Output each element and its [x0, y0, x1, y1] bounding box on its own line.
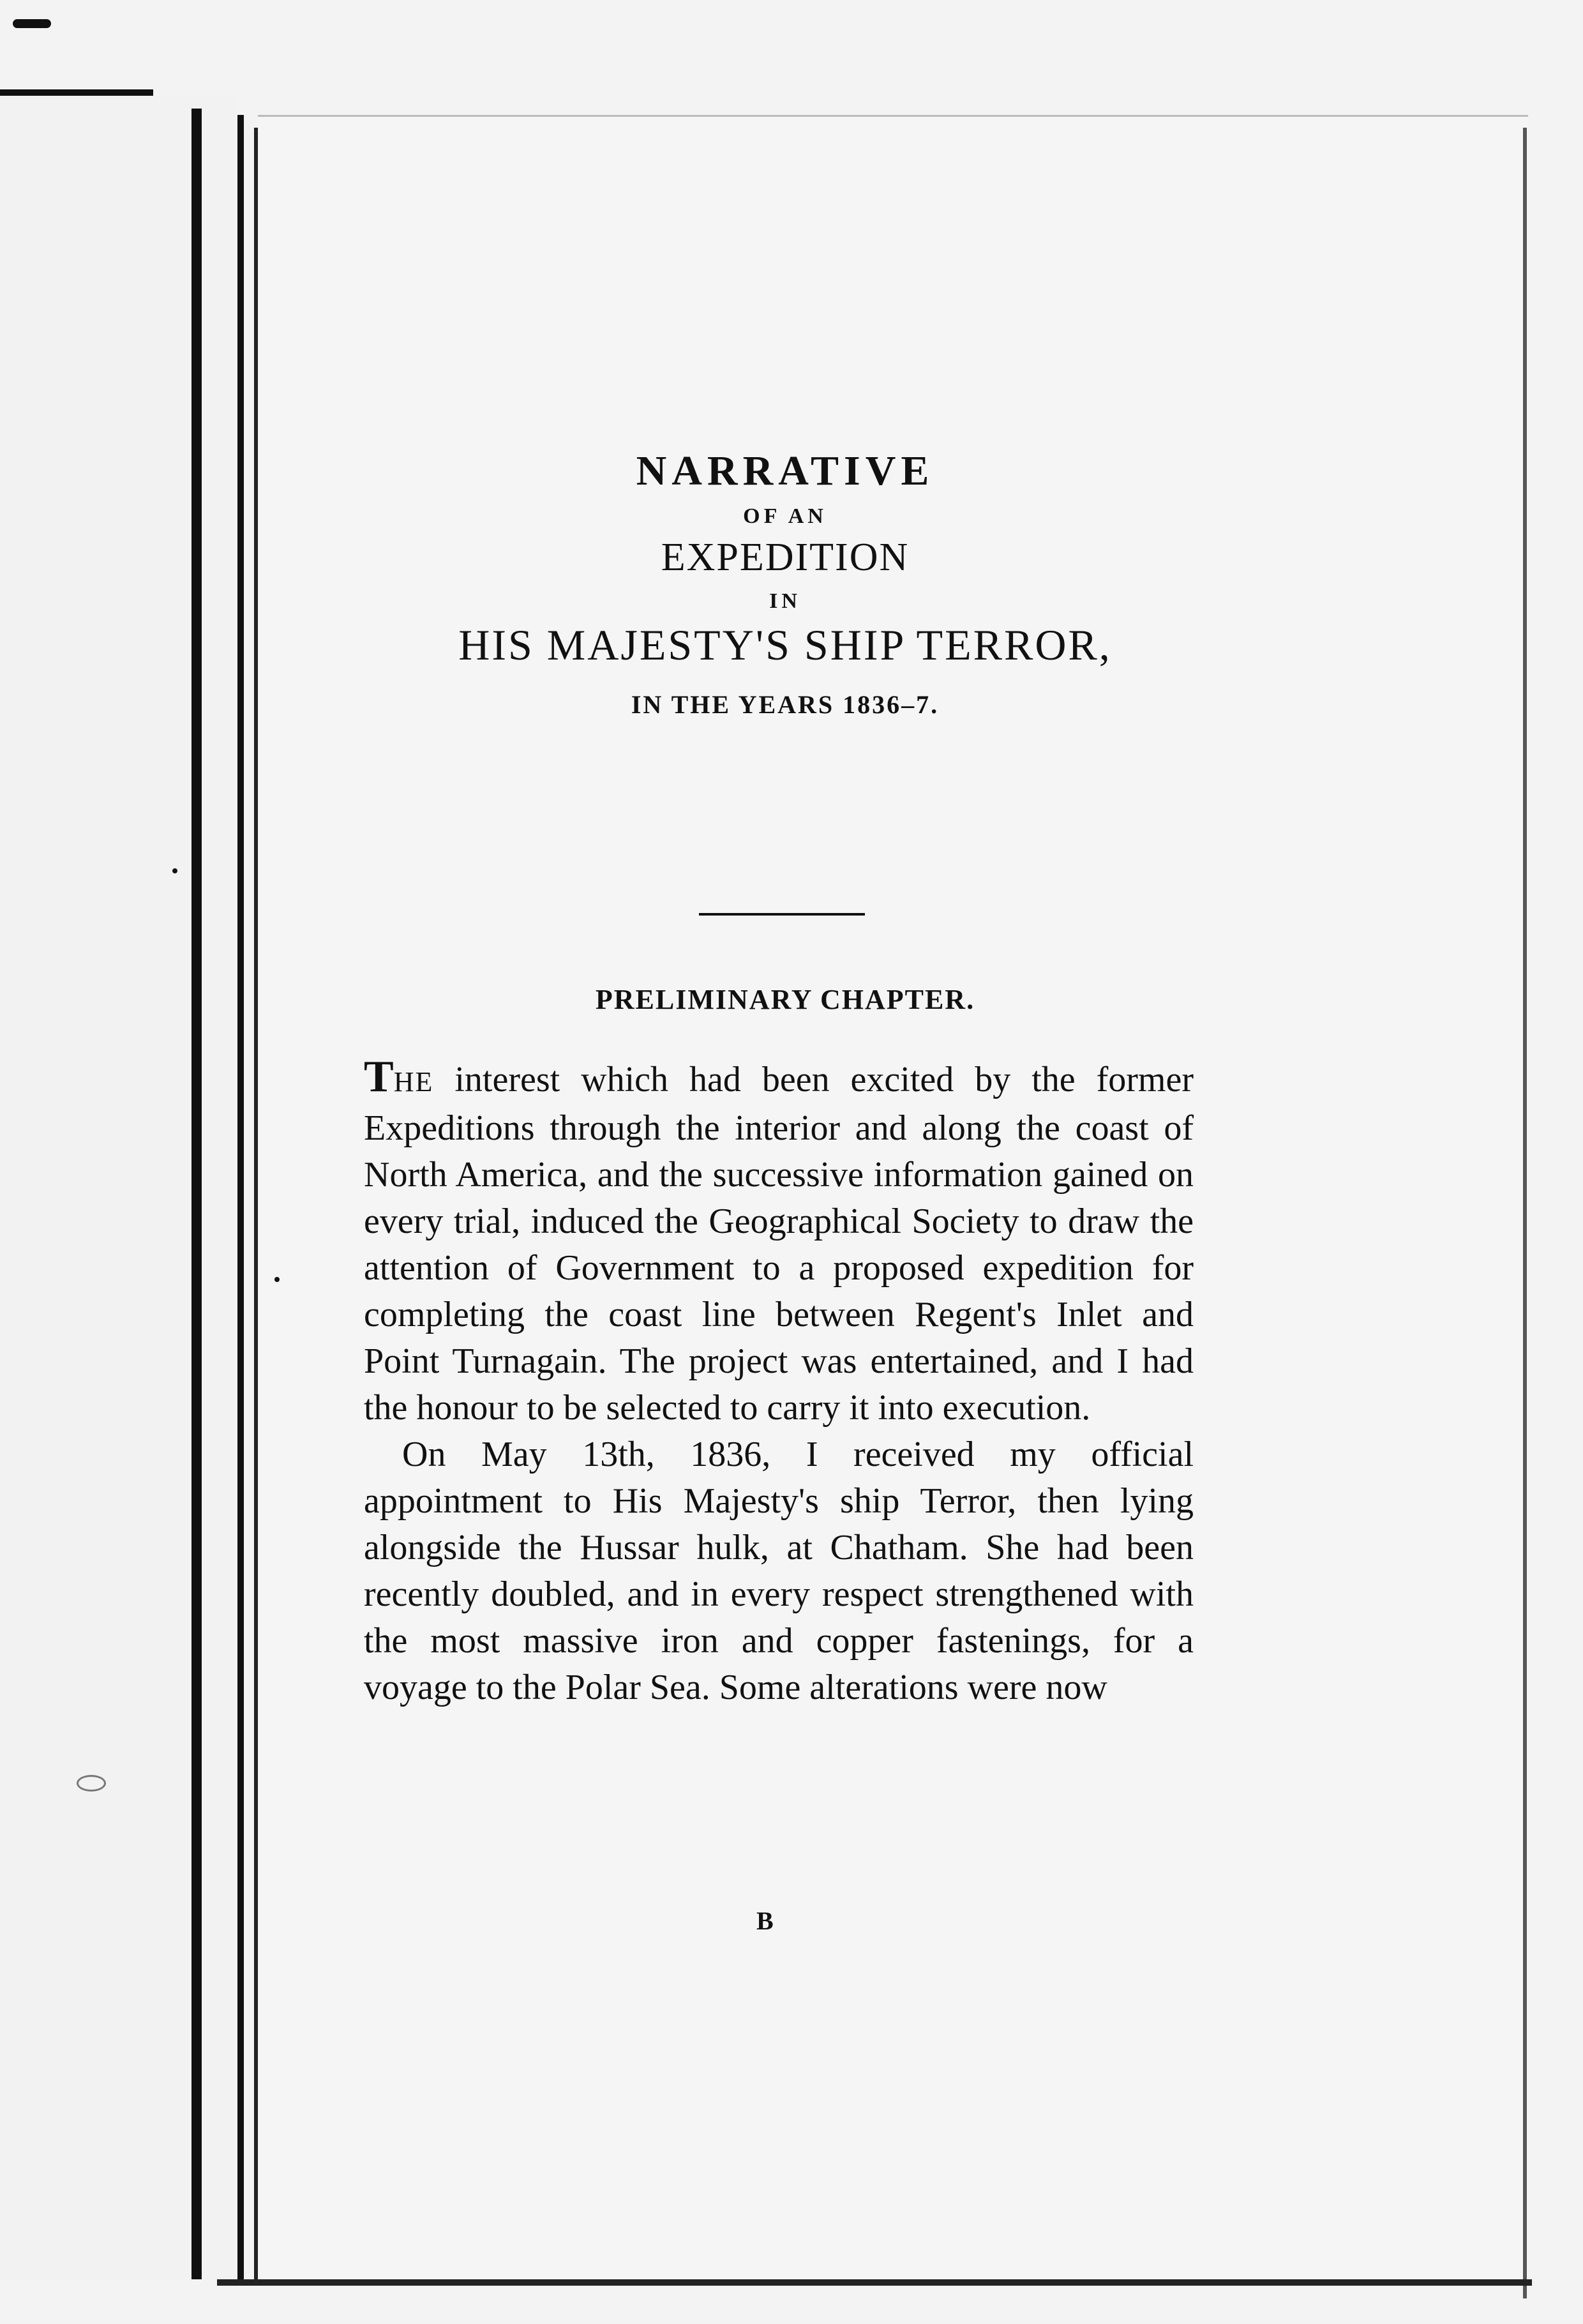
body-text [364, 1053, 1194, 1711]
title-divider-rule [699, 913, 865, 916]
margin-mark [77, 1775, 106, 1792]
paragraph-1-smallcaps: HE [393, 1066, 434, 1098]
paragraph-1 [364, 1053, 1194, 1431]
binding-gutter-edge [237, 115, 244, 2279]
scan-speck [172, 868, 177, 873]
facing-page-edge [191, 109, 202, 2279]
title-years: IN THE YEARS 1836–7. [631, 690, 940, 719]
paragraph-1-text: interest which had been excited by the former Expeditions through the interior and along the coast of North America, and the successive information gained on every trial, induced the Geographical Society to draw the attention of Government to a proposed expedition for completing the coast line between Regent's Inlet and Point Turnagain. The project was entertained, and I had the honour to be selected to carry it into execution. [364, 1060, 1194, 1428]
page-bottom-edge [217, 2279, 1532, 2286]
title-expedition: EXPEDITION [661, 536, 910, 579]
title-ship-name: HIS MAJESTY'S SHIP TERROR, [458, 621, 1112, 669]
title-block [357, 447, 1213, 720]
signature-mark: B [756, 1906, 774, 1935]
scan-speck [274, 1277, 280, 1282]
title-narrative: NARRATIVE [636, 448, 934, 494]
title-in: IN [769, 589, 801, 613]
scan-artifact-mark [13, 19, 51, 28]
paragraph-2: On May 13th, 1836, I received my official appointment to His Majesty's ship Terror, then lying alongside the Hussar hulk, at Chatham. She had been recently doubled, and in every respect strengthened with the most massive iron and copper fastenings, for a voyage to the Polar Sea. Some alterations were now [364, 1435, 1194, 1707]
title-of-an: OF AN [743, 504, 827, 528]
page-right-edge [1523, 128, 1527, 2298]
chapter-heading: PRELIMINARY CHAPTER. [595, 984, 975, 1015]
drop-cap: T [364, 1052, 394, 1101]
